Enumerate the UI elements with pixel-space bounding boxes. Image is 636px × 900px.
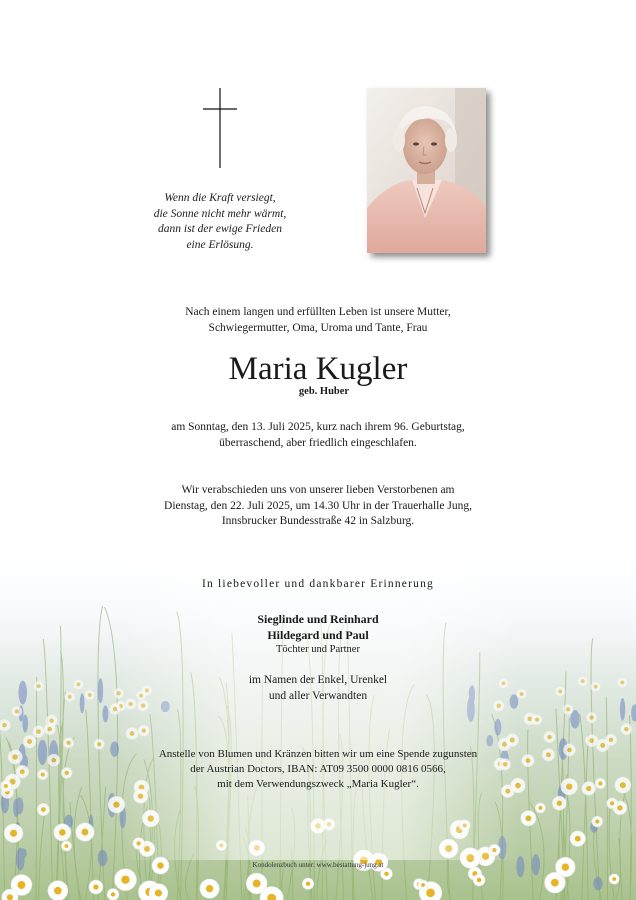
cross-icon [203,88,237,168]
death-line: überraschend, aber friedlich eingeschlafen. [219,436,417,449]
relatives-text: und aller Verwandten [268,689,368,702]
donation-line: mit dem Verwendungszweck „Maria Kugler“. [217,778,419,790]
birth-name: geb. Huber [298,386,350,397]
service-line: Wir verabschieden uns von unserer lieben Verstorbenen am [181,484,455,496]
intro-text [0,305,636,336]
donation-line: der Austrian Doctors, IBAN: AT09 3500 0000 0816 0566, [190,763,446,775]
family-name: Sieglinde und Reinhard [257,612,379,626]
funeral-service-info [0,483,636,530]
family-relation: Töchter und Partner [276,644,360,655]
death-notice [0,420,636,451]
relatives-text: im Namen der Enkel, Urenkel [248,674,388,686]
intro-line: Nach einem langen und erfüllten Leben ist unsere Mutter, [185,306,451,318]
portrait-photo [367,88,486,253]
family-signatures [0,611,636,657]
condolence-book-link[interactable]: Kondolenzbuch unter: www.bestattung-jung.at [252,861,384,869]
deceased-name: Maria Kugler [228,351,408,387]
poem-line: die Sonne nicht mehr wärmt, [153,207,287,220]
service-line: Dienstag, den 22. Juli 2025, um 14.30 Uhr in der Trauerhalle Jung, [164,499,472,512]
memory-heading: In liebevoller und dankbarer Erinnerung [201,578,434,590]
poem-line: Wenn die Kraft versiegt, [164,192,276,204]
service-line: Innsbrucker Bundesstraße 42 in Salzburg. [221,515,415,527]
poem-line: eine Erlösung. [186,238,254,251]
intro-line: Schwiegermutter, Oma, Uroma und Tante, Frau [208,321,428,334]
donation-line: Anstelle von Blumen und Kränzen bitten wir um eine Spende zugunsten [158,748,478,760]
family-name: Hildegard und Paul [267,628,369,642]
poem [120,191,320,253]
donation-request [0,747,636,792]
poem-line: dann ist der ewige Frieden [158,223,282,235]
relatives-line [0,673,636,704]
death-line: am Sonntag, den 13. Juli 2025, kurz nach ihrem 96. Geburtstag, [171,421,465,433]
